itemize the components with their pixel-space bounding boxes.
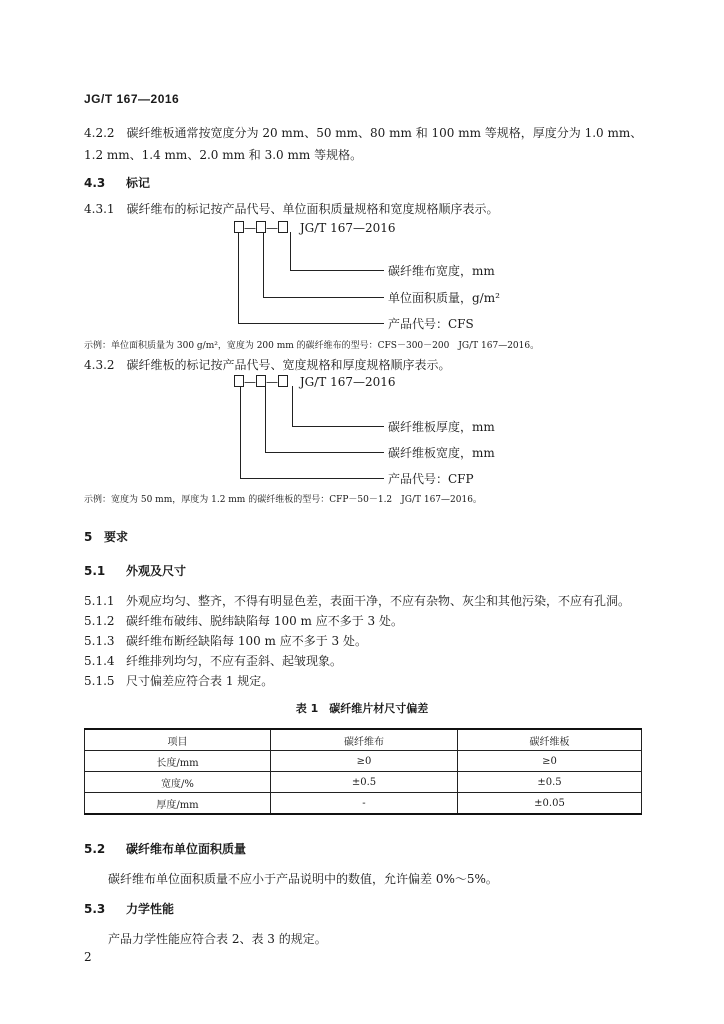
section-title: 碳纤维布单位面积质量 — [126, 842, 247, 856]
table-row — [85, 772, 642, 793]
section-title: 要求 — [104, 530, 129, 544]
cfp-formula-standard: JG/T 167—2016 — [299, 375, 396, 389]
table-1-caption: 表 1 碳纤维片材尺寸偏差 — [295, 702, 429, 715]
table-cell: 长度/mm — [85, 751, 271, 772]
section-number: 5.2 — [84, 842, 106, 856]
clause-number: 5.1.2 — [84, 614, 115, 628]
cfs-label-mass: 单位面积质量，g/m² — [388, 291, 500, 305]
clause-4-2-2-line1: 4.2.2 碳纤维板通常按宽度分为 20 mm、50 mm、80 mm 和 100 mm 等规格，厚度分为 1.0 mm、 — [84, 126, 643, 140]
table-header-row — [85, 729, 642, 751]
clause-4-3-2: 4.3.2 碳纤维板的标记按产品代号、宽度规格和厚度规格顺序表示。 — [84, 358, 451, 372]
section-title: 外观及尺寸 — [126, 564, 187, 578]
table-cell: ±0.5 — [458, 772, 642, 793]
cfs-formula-standard: JG/T 167—2016 — [299, 221, 396, 235]
cfp-example: 示例：宽度为 50 mm，厚度为 1.2 mm 的碳纤维板的型号：CFP－50－1.2 JG/T 167—2016。 — [84, 495, 482, 505]
product-code-box — [234, 375, 244, 387]
section-5-heading — [84, 528, 128, 545]
table-cell: ±0.5 — [271, 772, 458, 793]
section-5-2-heading — [84, 840, 246, 857]
section-5-3-heading — [84, 900, 174, 917]
cfp-label-code: 产品代号：CFP — [388, 472, 474, 486]
mass-box — [256, 221, 266, 233]
clause-5-1-4 — [84, 652, 342, 670]
table-cell: - — [271, 793, 458, 815]
clause-number: 5.1.4 — [84, 654, 115, 668]
clause-5-3-text: 产品力学性能应符合表 2、表 3 的规定。 — [108, 932, 327, 946]
section-4-3-heading — [84, 174, 150, 191]
cfs-example: 示例：单位面积质量为 300 g/m²，宽度为 200 mm 的碳纤维布的型号：CFS－300－200 JG/T 167—2016。 — [84, 341, 540, 351]
table-1 — [84, 728, 642, 815]
table-cell: ≥0 — [458, 751, 642, 772]
clause-5-1-3 — [84, 632, 367, 650]
cfs-label-code: 产品代号：CFS — [388, 317, 474, 331]
cfp-label-width: 碳纤维板宽度，mm — [388, 446, 495, 460]
section-number: 5 — [84, 530, 93, 544]
width-box — [278, 221, 288, 233]
thickness-box — [278, 375, 288, 387]
section-number: 4.3 — [84, 176, 106, 190]
section-5-1-heading — [84, 562, 186, 579]
section-title: 力学性能 — [126, 902, 175, 916]
section-number: 5.1 — [84, 564, 106, 578]
table-header-cell: 碳纤维板 — [458, 729, 642, 751]
section-number: 5.3 — [84, 902, 106, 916]
cfp-label-thickness: 碳纤维板厚度，mm — [388, 420, 495, 434]
table-cell: 厚度/mm — [85, 793, 271, 815]
clause-text: 外观应均匀、整齐，不得有明显色差，表面干净，不应有杂物、灰尘和其他污染，不应有孔洞。 — [126, 594, 631, 608]
clause-5-1-1 — [84, 592, 630, 610]
page-number: 2 — [84, 950, 92, 964]
table-header-cell: 项目 — [85, 729, 271, 751]
table-row — [85, 751, 642, 772]
table-row — [85, 793, 642, 815]
product-code-box — [234, 221, 244, 233]
table-cell: 宽度/% — [85, 772, 271, 793]
clause-5-1-2 — [84, 612, 403, 630]
clause-text: 碳纤维布断经缺陷每 100 m 应不多于 3 处。 — [126, 634, 367, 648]
table-cell: ≥0 — [271, 751, 458, 772]
clause-text: 碳纤维布破纬、脱纬缺陷每 100 m 应不多于 3 处。 — [126, 614, 403, 628]
clause-5-2-text: 碳纤维布单位面积质量不应小于产品说明中的数值，允许偏差 0%～5%。 — [108, 872, 498, 886]
clause-text: 纤维排列均匀，不应有歪斜、起皱现象。 — [126, 654, 343, 668]
cfs-formula: — — JG/T 167—2016 — [234, 219, 396, 237]
cfp-formula: — — JG/T 167—2016 — [234, 373, 396, 391]
clause-5-1-5 — [84, 672, 273, 690]
clause-4-2-2-line2: 1.2 mm、1.4 mm、2.0 mm 和 3.0 mm 等规格。 — [84, 148, 363, 162]
table-header-cell: 碳纤维布 — [271, 729, 458, 751]
standard-code-header: JG/T 167—2016 — [84, 92, 180, 106]
table-cell: ±0.05 — [458, 793, 642, 815]
clause-number: 5.1.1 — [84, 594, 115, 608]
clause-text: 尺寸偏差应符合表 1 规定。 — [126, 674, 274, 688]
section-title: 标记 — [126, 176, 151, 190]
clause-number: 5.1.3 — [84, 634, 115, 648]
clause-number: 5.1.5 — [84, 674, 115, 688]
clause-4-3-1: 4.3.1 碳纤维布的标记按产品代号、单位面积质量规格和宽度规格顺序表示。 — [84, 202, 499, 216]
cfs-label-width: 碳纤维布宽度，mm — [388, 264, 495, 278]
